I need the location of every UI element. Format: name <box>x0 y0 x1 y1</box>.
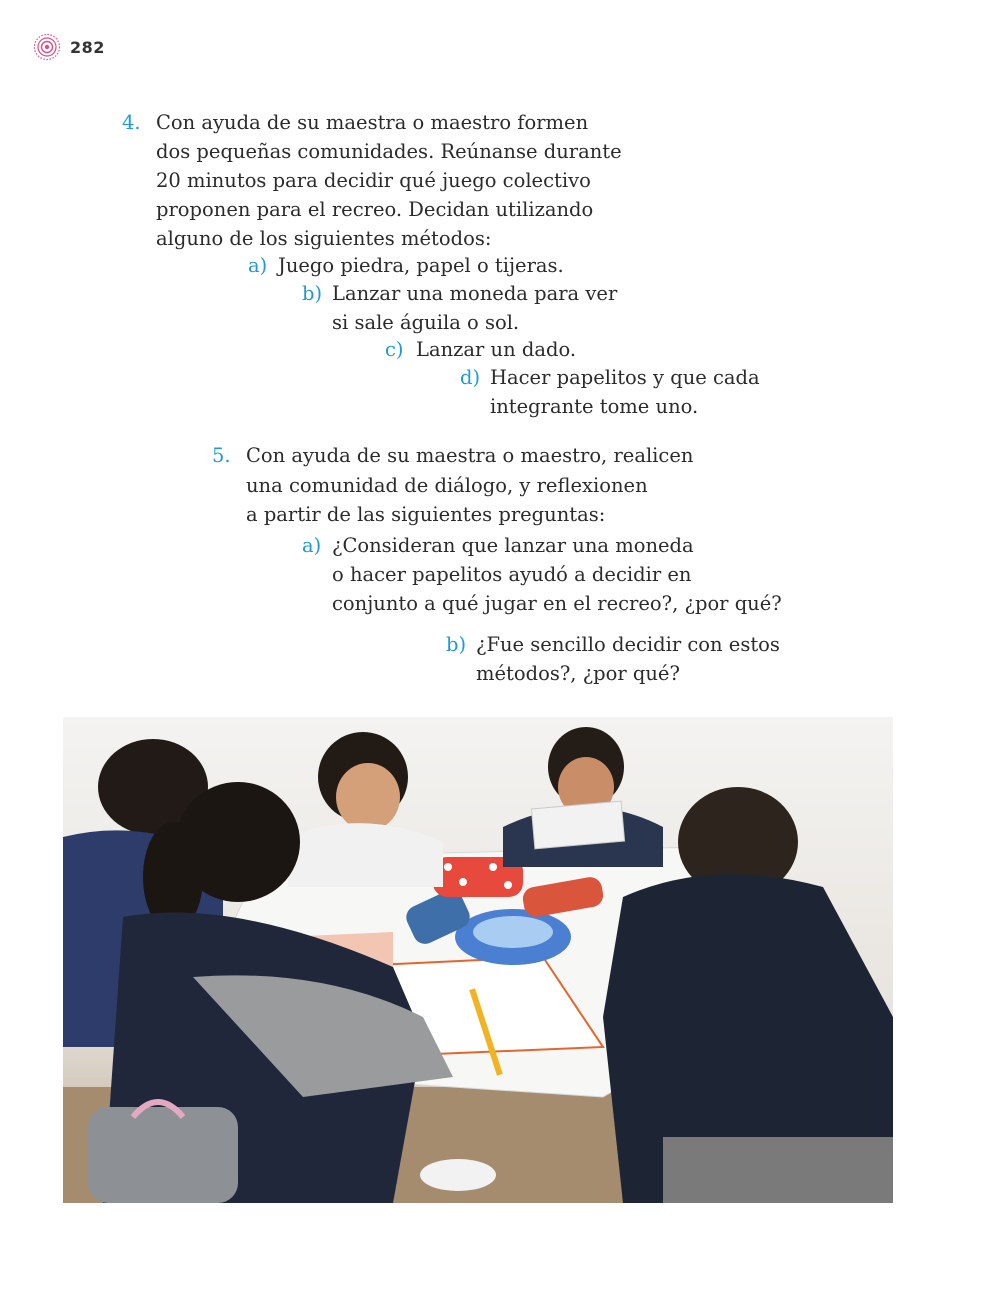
option-letter: a) <box>248 254 268 277</box>
option-letter: b) <box>302 282 323 305</box>
photo-illustration <box>63 717 893 1203</box>
ornament-icon <box>33 33 61 61</box>
paragraph-line: Con ayuda de su maestra o maestro formen <box>156 111 589 134</box>
paragraph-line: una comunidad de diálogo, y reflexionen <box>246 474 648 497</box>
option-text: Juego piedra, papel o tijeras. <box>278 254 564 277</box>
item-number: 5. <box>212 444 231 467</box>
option-letter: c) <box>385 338 404 361</box>
question-text: conjunto a qué jugar en el recreo?, ¿por qué? <box>332 592 782 615</box>
paragraph-line: a partir de las siguientes preguntas: <box>246 503 606 526</box>
option-letter: d) <box>460 366 481 389</box>
question-text: o hacer papelitos ayudó a decidir en <box>332 563 692 586</box>
paragraph-line: proponen para el recreo. Decidan utilizando <box>156 198 594 221</box>
paragraph-line: dos pequeñas comunidades. Reúnanse durante <box>156 140 622 163</box>
option-text: Lanzar un dado. <box>416 338 577 361</box>
item-number: 4. <box>122 111 141 134</box>
option-text: Hacer papelitos y que cada <box>490 366 760 389</box>
paragraph-line: alguno de los siguientes métodos: <box>156 227 492 250</box>
option-text: si sale águila o sol. <box>332 311 520 334</box>
paragraph-line: 20 minutos para decidir qué juego colectivo <box>156 169 591 192</box>
question-text: ¿Fue sencillo decidir con estos <box>476 633 780 656</box>
question-text: métodos?, ¿por qué? <box>476 662 680 685</box>
question-letter: a) <box>302 534 322 557</box>
question-text: ¿Consideran que lanzar una moneda <box>332 534 694 557</box>
question-letter: b) <box>446 633 467 656</box>
page-number: 282 <box>70 37 105 57</box>
page-header <box>33 33 105 61</box>
paragraph-line: Con ayuda de su maestra o maestro, realicen <box>246 444 694 467</box>
option-text: Lanzar una moneda para ver <box>332 282 618 305</box>
children-around-table-photo <box>63 717 893 1203</box>
option-text: integrante tome uno. <box>490 395 699 418</box>
